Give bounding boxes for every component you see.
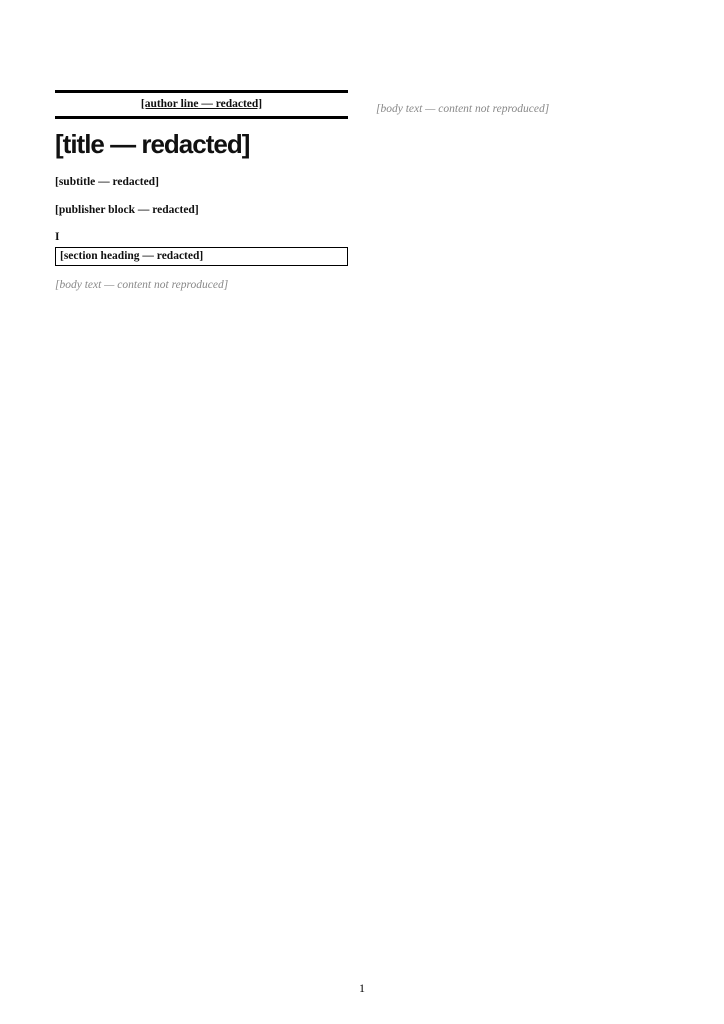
section-label: I	[55, 230, 60, 243]
body-text: [body text — content not reproduced]	[376, 102, 550, 115]
section-heading: [section heading — redacted]	[55, 247, 348, 266]
body-text: [body text — content not reproduced]	[55, 278, 229, 291]
page-title: [title — redacted]	[55, 129, 250, 160]
publisher-block: [publisher block — redacted]	[55, 203, 199, 216]
author-line: [author line — redacted]	[55, 90, 348, 119]
left-column	[55, 90, 348, 304]
page-number: 1	[359, 981, 365, 995]
right-column	[376, 90, 669, 304]
subtitle: [subtitle — redacted]	[55, 176, 159, 189]
